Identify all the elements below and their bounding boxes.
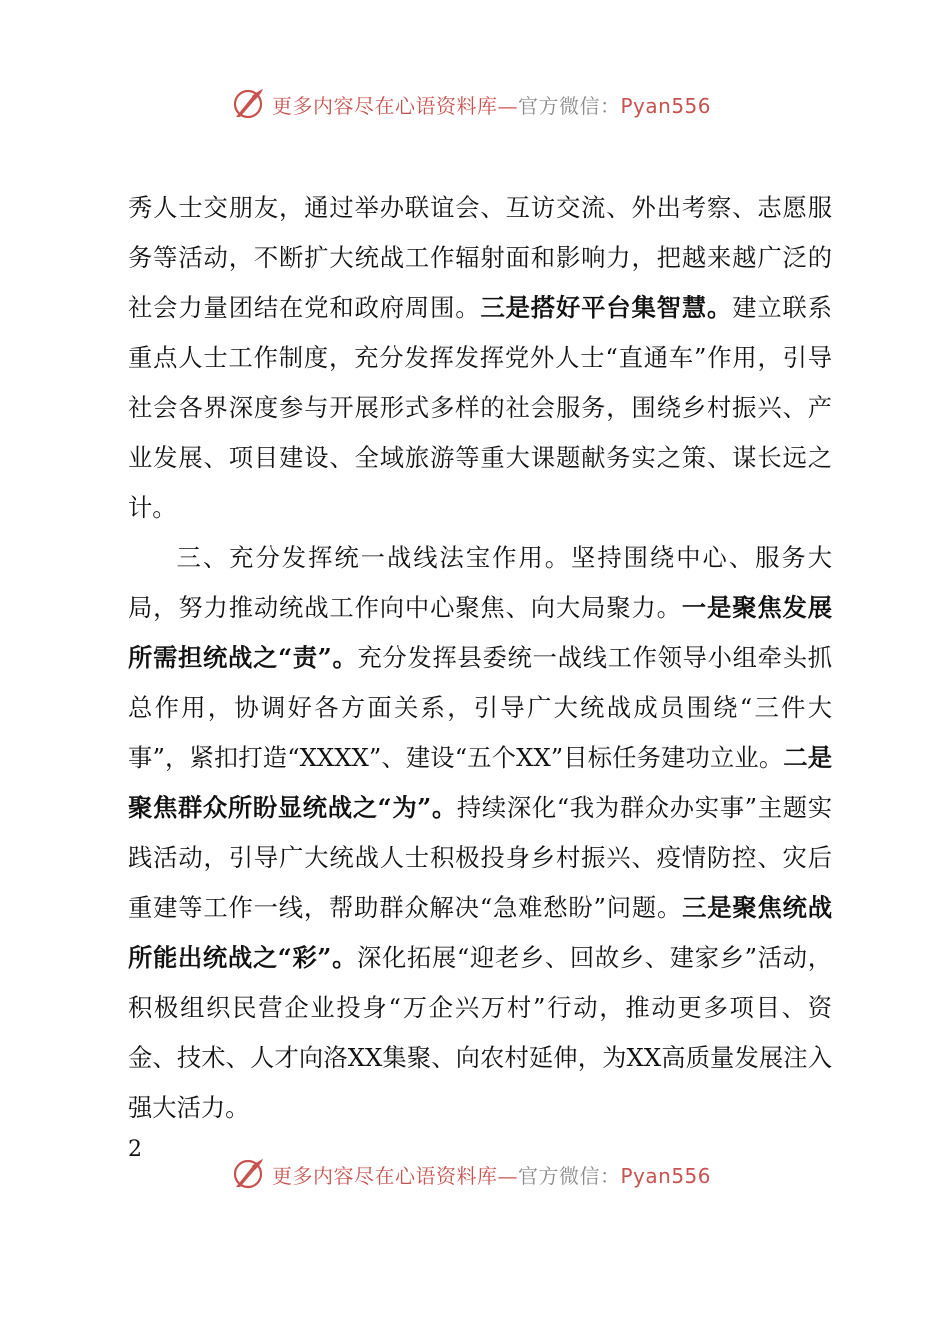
quill-logo-icon <box>230 1156 266 1192</box>
footer-banner <box>0 1154 950 1194</box>
body-text: 充分发挥县委统一战线工作领导小组牵头抓总作用，协调好各方面关系，引导广大统战成员围绕“三件大事”，紧扣打造“XXXX”、建设“五个XX”目标任务建功立业。 <box>128 643 833 772</box>
header-banner <box>0 84 950 124</box>
document-body <box>128 183 832 1133</box>
bold-heading-text: 二是聚焦群众所盼显统战之“为”。 <box>128 743 833 822</box>
banner-text: 更多内容尽在心语资料库—官方微信：Pyan556 <box>272 1164 712 1188</box>
bold-heading-text: 三是聚焦统战所能出统战之“彩”。 <box>128 893 833 972</box>
body-text: 持续深化“我为群众办实事”主题实践活动，引导广大统战人士积极投身乡村振兴、疫情防控、灾后重建等工作一线，帮助群众解决“急难愁盼”问题。 <box>128 793 832 922</box>
bold-heading-text: 一是聚焦发展所需担统战之“责”。 <box>128 593 833 672</box>
banner-text: 更多内容尽在心语资料库—官方微信：Pyan556 <box>272 94 712 118</box>
paragraph <box>128 533 832 1133</box>
body-text: 三、充分发挥统一战线法宝作用。 <box>176 543 572 572</box>
page-number: 2 <box>128 1137 142 1162</box>
quill-logo-icon <box>230 86 266 122</box>
body-text: 深化拓展“迎老乡、回故乡、建家乡”活动，积极组织民营企业投身“万企兴万村”行动，推动更多项目、资金、技术、人才向洛XX集聚、向农村延伸，为XX高质量发展注入强大活力。 <box>128 943 832 1122</box>
paragraph <box>128 183 832 533</box>
bold-heading-text: 三是搭好平台集智慧。 <box>480 293 733 322</box>
body-text: 建立联系重点人士工作制度，充分发挥发挥党外人士“直通车”作用，引导社会各界深度参与开展形式多样的社会服务，围绕乡村振兴、产业发展、项目建设、全域旅游等重大课题献务实之策、谋长远之计。 <box>128 293 833 522</box>
body-text: 秀人士交朋友，通过举办联谊会、互访交流、外出考察、志愿服务等活动，不断扩大统战工作辐射面和影响力，把越来越广泛的社会力量团结在党和政府周围。 <box>128 193 832 322</box>
body-text: 坚持围绕中心、服务大局，努力推动统战工作向中心聚焦、向大局聚力。 <box>128 543 833 622</box>
